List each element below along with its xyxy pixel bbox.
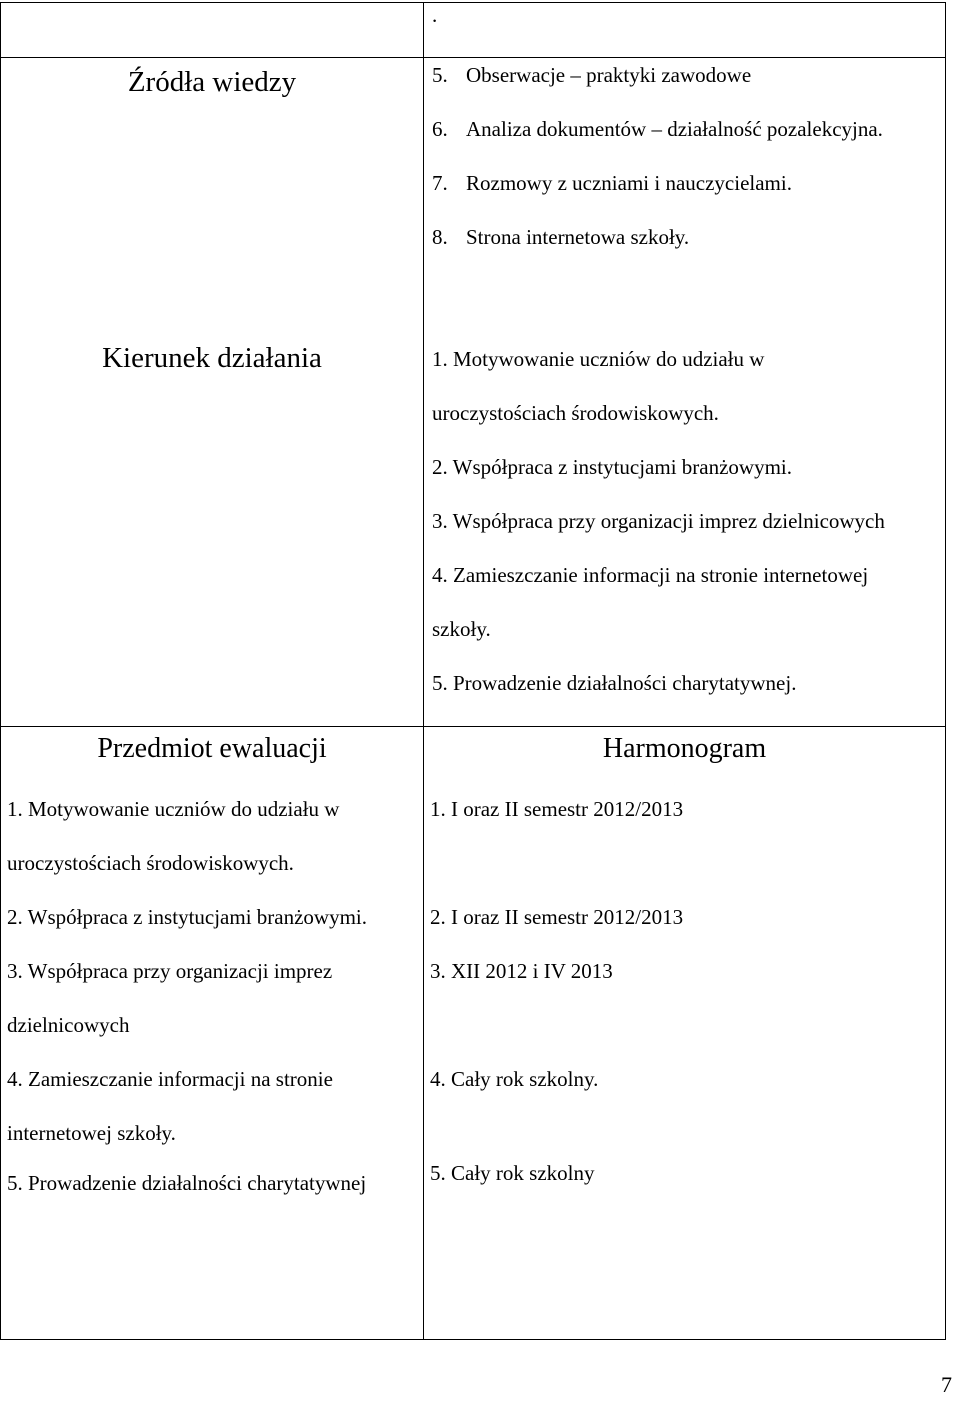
list-item: 5. Obserwacje – praktyki zawodowe [432, 63, 752, 87]
list-item [430, 998, 945, 1052]
list-item: 7. Rozmowy z uczniami i nauczycielami. [432, 171, 792, 195]
list-item: 5. Prowadzenie działalności charytatywnej. [432, 671, 797, 695]
list-item: 1. Motywowanie uczniów do udziału w [7, 797, 340, 821]
list-item: 3. XII 2012 i IV 2013 [430, 959, 613, 983]
dot-text: . [432, 3, 438, 27]
kierunek-list-cell [424, 336, 946, 727]
list-item: 6. Analiza dokumentów – działalność pozalekcyjna. [432, 117, 883, 141]
list-item: 8. Strona internetowa szkoły. [432, 225, 690, 249]
zrodla-heading-cell [1, 58, 424, 337]
list-item: 1. I oraz II semestr 2012/2013 [430, 797, 684, 821]
evaluation-table [0, 2, 946, 1340]
list-item: 5. Cały rok szkolny [430, 1161, 595, 1185]
kierunek-list [432, 332, 945, 710]
kierunek-heading: Kierunek działania [102, 342, 322, 374]
list-item: 4. Zamieszczanie informacji na stronie internetowej [432, 563, 869, 587]
harmonogram-heading: Harmonogram [602, 733, 767, 764]
przedmiot-lines [7, 782, 423, 1210]
list-item: 4. Zamieszczanie informacji na stronie [7, 1067, 333, 1091]
zrodla-list [432, 48, 945, 264]
list-item: szkoły. [432, 617, 491, 641]
list-item: uroczystościach środowiskowych. [7, 851, 294, 875]
list-item: 2. Współpraca z instytucjami branżowymi. [7, 905, 368, 929]
top-left-cell [1, 3, 424, 58]
harmonogram-cell [424, 727, 946, 1340]
list-item: 2. Współpraca z instytucjami branżowymi. [432, 455, 793, 479]
list-item [430, 836, 945, 890]
table-row-zrodla [1, 58, 946, 337]
list-item: 4. Cały rok szkolny. [430, 1067, 599, 1091]
zrodla-list-cell [424, 58, 946, 337]
list-item: 2. I oraz II semestr 2012/2013 [430, 905, 684, 929]
page-number: 7 [941, 1372, 952, 1397]
list-item: dzielnicowych [7, 1013, 130, 1037]
kierunek-heading-cell [1, 336, 424, 727]
harmonogram-lines [430, 782, 945, 1200]
list-item: uroczystościach środowiskowych. [432, 401, 719, 425]
list-item: 1. Motywowanie uczniów do udziału w [432, 347, 765, 371]
list-item: internetowej szkoły. [7, 1121, 176, 1145]
list-item: 3. Współpraca przy organizacji imprez [7, 959, 333, 983]
table-row-eval [1, 727, 946, 1340]
przedmiot-cell [1, 727, 424, 1340]
zrodla-heading: Źródła wiedzy [127, 66, 297, 98]
list-item: 5. Prowadzenie działalności charytatywnej [7, 1171, 367, 1195]
list-item: 3. Współpraca przy organizacji imprez dzielnicowych [432, 509, 885, 533]
table-row-kierunek [1, 336, 946, 727]
przedmiot-heading: Przedmiot ewaluacji [97, 733, 327, 764]
